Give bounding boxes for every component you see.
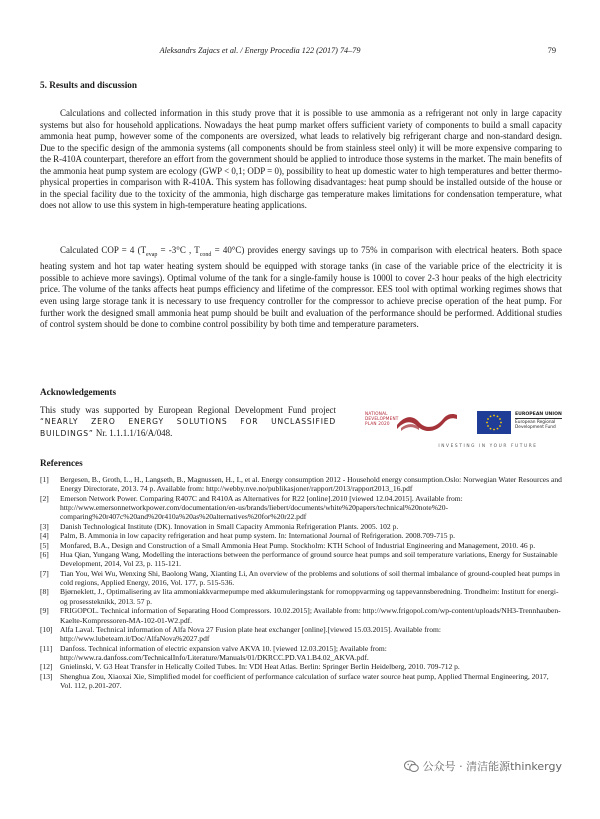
eu-line-2: Development Fund bbox=[515, 425, 556, 431]
national-development-plan-logo bbox=[365, 411, 455, 435]
ack-lead: This study was supported by European Regional Development Fund project bbox=[40, 405, 336, 415]
watermark-text: 公众号 · 清洁能源thinkergy bbox=[422, 760, 562, 773]
references-list bbox=[40, 475, 562, 691]
acknowledgements-text bbox=[40, 405, 336, 439]
eu-line-1: European Regional bbox=[515, 420, 556, 426]
investing-tagline: INVESTING IN YOUR FUTURE bbox=[438, 444, 538, 449]
reference-item: [10] Alfa Laval. Technical information of Alfa Nova 27 Fusion plate heat exchanger [online].[viewed 15.03.2015]. Available from: http://www.lubeteam.it/Doc/AlfaNova%2027.pdf bbox=[40, 624, 442, 644]
reference-item: [8] Bjørneklett, J., Optimalisering av lita ammoniakkvarmepumpe med akkumuleringstank for romoppvarming og tappevannsberedning. Trondheim: Institutt for energi- og prosessteknikk, 2013. 57 p. bbox=[40, 587, 559, 606]
section-title: 5. Results and discussion bbox=[40, 80, 138, 90]
eu-flag-icon bbox=[477, 411, 511, 434]
wechat-icon bbox=[404, 760, 419, 773]
reference-item: [2] Emerson Network Power. Comparing R407C and R410A as Alternatives for R22 [online].2010 [viewed 12.04.2015]. Available from: http://www.emersonnetworkpower.com/documentation/en-us/brands/liebert/documents/white%20papers/technical%20note%20-comparing%20r407c%20and%20r410a%20as%20alternatives%20for%20r22.pdf bbox=[40, 493, 463, 522]
national-plan-text: NATIONAL DEVELOPMENT PLAN 2020 bbox=[365, 411, 399, 427]
references-title: References bbox=[40, 458, 83, 468]
p2-sub-evap: evap bbox=[146, 251, 158, 258]
wechat-watermark bbox=[404, 758, 562, 774]
p2-sub-cond: cond bbox=[199, 251, 212, 258]
reference-item: [13] Shenghua Zou, Xiaoxai Xie, Simplified model for coefficient of performance calculation of surface water source heat pump, Applied Thermal Engineering, 2017, Vol. 112, p.201-207. bbox=[40, 671, 549, 691]
running-title: Aleksandrs Zajacs et al. / Energy Procedia 122 (2017) 74–79 bbox=[159, 46, 361, 55]
reference-item: [12] Gnielinski, V. G3 Heat Transfer in Helically Coiled Tubes. In: VDI Heat Atlas. Berlin: Springer Berlin Heidelberg, 2010. 709-712 p. bbox=[40, 662, 460, 672]
reference-item: [6] Hua Qian, Yungang Wang, Modelling the interactions between the performance of ground source heat pumps and soil temperature variations, Energy for Sustainable Development, 2014, Vol 23, p. 115-121. bbox=[40, 549, 558, 569]
reference-item: [3] Danish Technological Institute (DK). Innovation in Small Capacity Ammonia Refrigeration Plants. 2005. 102 p. bbox=[40, 521, 399, 531]
funding-logo-band bbox=[365, 406, 563, 450]
reference-item: [9] FRIGOPOL. Technical information of Separating Hood Compressors. 10.02.2015]; Available from: http://www.frigopol.com/wp-content/uploads/NH3-Trennhauben-Kaelte-Kompressoren-MA-102-01-W2.pdf. bbox=[40, 606, 561, 625]
ack-tail: Nr. 1.1.1.1/16/A/048. bbox=[93, 427, 173, 438]
reference-item: [7] Tian You, Wei Wu, Wenxing Shi, Baolong Wang, Xianting Li, An overview of the problems and solutions of soil thermal imbalance of ground-coupled heat pumps in cold regions, Applied Energy, 2016, Vol. 177, p. 515-536. bbox=[40, 568, 560, 588]
reference-item: [4] Palm, B. Ammonia in low capacity refrigeration and heat pump system. In: International Journal of Refrigeration. 2008.709-715 p. bbox=[40, 531, 456, 541]
eu-logo-text bbox=[515, 412, 562, 431]
reference-item: [5] Monfared, B.A., Design and Construction of a Small Ammonia Heat Pump. Stockholm: KTH School of Industrial Engineering and Management, 2010. 46 p. bbox=[40, 540, 536, 550]
reference-item: [1] Bergesen, B., Groth, L., H., Langseth, B., Magnussen, H., I., et al. Energy consumption 2012 - Household energy consumption.Oslo: Norwegian Water Resources and Energy Directorate, 2013. 74 p. Available from: http://webby.nve.no/publikasjoner/rapport/2013/rapport2013_16.pdf bbox=[40, 475, 562, 494]
running-header bbox=[40, 46, 560, 58]
p2-lead: Calculated COP = 4 (T bbox=[60, 245, 147, 255]
acknowledgements-title: Acknowledgements bbox=[40, 387, 117, 397]
eu-head: EUROPEAN UNION bbox=[515, 412, 562, 417]
reference-item: [11] Danfoss. Technical information of electric expansion valve AKVA 10. [viewed 12.03.2015]; Available from: http://www.ra.danfoss.com/TechnicalInfo/Literature/Manuals/01/DKRCC.PD.VA1.B4.02_AKVA.pdf. bbox=[40, 643, 387, 662]
results-paragraph-1: Calculations and collected information in this study prove that it is possible to use ammonia as a refrigerant not only in large capacity systems but also for household applications. Nowadays the heat pump market offers sufficient variety of components to build a small capacity ammonia heat pump, however some of the components are oversized, what leads to relatively big refrigerant charge and non-standard design. Due to the specific design of the ammonia systems (all components should be from stainless steel only) it will be more expensive comparing to the R-410A counterpart, therefore an effort from the government should be applied to introduce those systems in the market. The main benefits of the ammonia heat pump system are ecology (GWP < 0,1; ODP = 0), possibility to heat up domestic water to high temperatures and better thermo-physical properties in comparison with R-410A. This system has following disadvantages: heat pump should be installed outside of the house or in the special facility due to the toxicity of the ammonia, high discharge gas temperature makes limitations for condensation temperature, what does not allow to use this system in high-temperature heating applications. bbox=[40, 108, 562, 211]
eu-logo bbox=[477, 411, 563, 435]
page-number: 79 bbox=[547, 46, 556, 55]
p2-rest: = 40°C) provides energy savings up to 75% in comparison with electrical heaters. Both space heating system and hot tap water heating system should be equipped with storage tanks (in case of the variable price of the electricity it is possible to achieve more savings). Optimal volume of the tank for a single-family house is 1000l to cover 2-3 hour peaks of the high electricity price. The volume of the tanks affects heat pumps efficiency and lifetime of the compressor. EES tool with optimal working regimes shows that even using large storage tank it is necessary to use frequency controller for the compressor to achieve precise operation of the heat pump. For further work the designed small ammonia heat pump should be built and evaluation of the performance should be performed. Additional studies of control system should be done to combine control possibility by both time and temperature parameters. bbox=[40, 245, 563, 330]
results-paragraph-2 bbox=[40, 245, 562, 331]
latvia-wave-icon bbox=[397, 411, 457, 433]
p2-mid: = -3°C , T bbox=[157, 245, 200, 255]
ack-project-title: “NEARLY ZERO ENERGY SOLUTIONS FOR UNCLASSIFIED BUILDINGS” bbox=[40, 416, 336, 438]
